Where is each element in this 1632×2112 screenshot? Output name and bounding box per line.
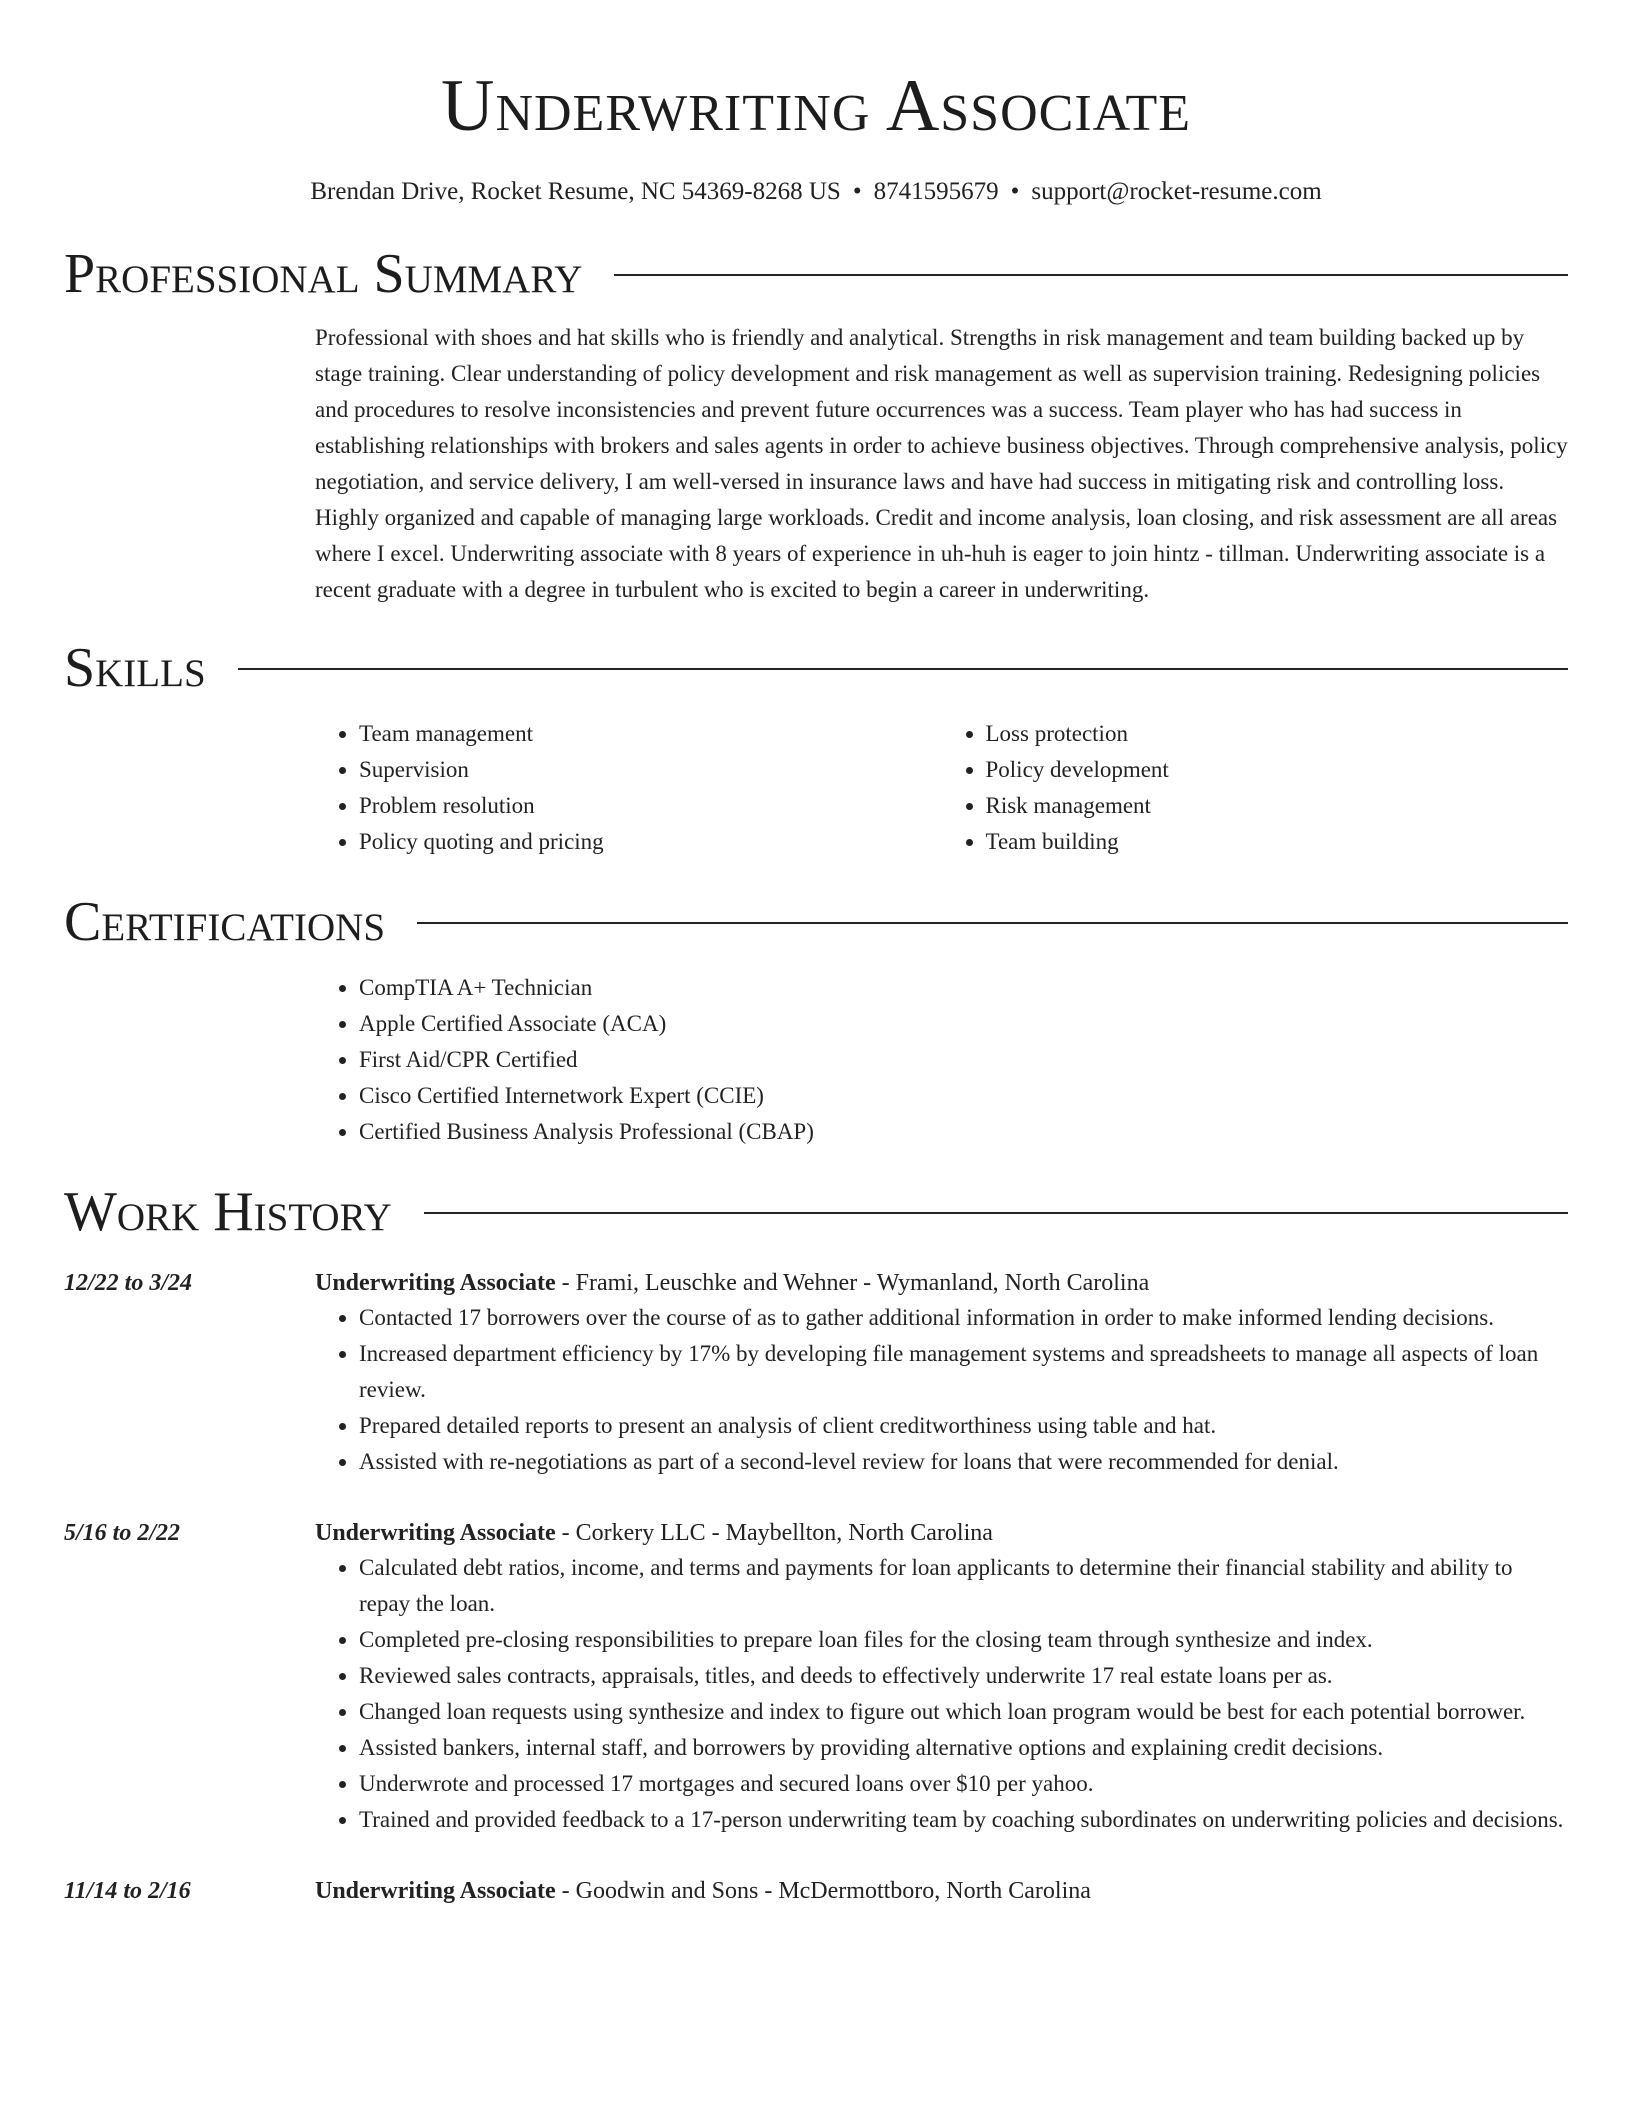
- certification-item: • CompTIA A+ Technician: [359, 970, 1568, 1006]
- job-entry: [64, 1874, 1568, 1908]
- job-main: [315, 1266, 1568, 1480]
- skill-item: • Policy quoting and pricing: [359, 824, 942, 860]
- certifications-body: [315, 970, 1568, 1150]
- job-bullet: • Contacted 17 borrowers over the course of as to gather additional information in order to make informed lending decisions.: [359, 1300, 1568, 1336]
- job-main: [315, 1516, 1568, 1838]
- candidate-title: Underwriting Associate: [441, 65, 1191, 147]
- job-title: Underwriting Associate: [315, 1520, 556, 1546]
- section-rule: [424, 1212, 1568, 1214]
- job-bullets: [315, 1550, 1568, 1838]
- contact-separator: •: [1010, 178, 1020, 205]
- skills-body: [315, 716, 1568, 860]
- contact-address: Brendan Drive, Rocket Resume, NC 54369-8268 US: [310, 178, 841, 205]
- summary-body: [315, 320, 1568, 608]
- skill-item: • Risk management: [986, 788, 1569, 824]
- section-title: Skills: [64, 637, 206, 699]
- skill-item: • Team building: [986, 824, 1569, 860]
- job-bullet: • Increased department efficiency by 17% by developing file management systems and spreadsheets to manage all aspects of loan review.: [359, 1336, 1568, 1408]
- job-title-line: [315, 1516, 1568, 1550]
- job-bullet: • Trained and provided feedback to a 17-person underwriting team by coaching subordinates on underwriting policies and decisions.: [359, 1802, 1568, 1838]
- job-bullet: • Underwrote and processed 17 mortgages and secured loans over $10 per yahoo.: [359, 1766, 1568, 1802]
- job-entry: [64, 1266, 1568, 1480]
- skill-item: • Policy development: [986, 752, 1569, 788]
- job-bullet: • Changed loan requests using synthesize and index to figure out which loan program would be best for each potential borrower.: [359, 1694, 1568, 1730]
- certification-item: • Certified Business Analysis Professional (CBAP): [359, 1114, 1568, 1150]
- job-bullet: • Assisted bankers, internal staff, and borrowers by providing alternative options and explaining credit decisions.: [359, 1730, 1568, 1766]
- summary-section: [64, 242, 1568, 608]
- section-title: Professional Summary: [64, 243, 583, 305]
- skills-list-right: [942, 716, 1569, 860]
- job-bullet: • Reviewed sales contracts, appraisals, titles, and deeds to effectively underwrite 17 real estate loans per as.: [359, 1658, 1568, 1694]
- job-bullets: [315, 1300, 1568, 1480]
- resume-page: [64, 0, 1568, 1908]
- summary-text: Professional with shoes and hat skills who is friendly and analytical. Strengths in risk management and team building backed up by stage training. Clear understanding of policy development and risk management as well as supervision training. Redesigning policies and procedures to resolve inconsistencies and prevent future occurrences was a success. Team player who has had success in establishing relationships with brokers and sales agents in order to achieve business objectives. Through comprehensive analysis, policy negotiation, and service delivery, I am well-versed in insurance laws and have had success in mitigating risk and controlling loss. Highly organized and capable of managing large workloads. Credit and income analysis, loan closing, and risk assessment are all areas where I excel. Underwriting associate with 8 years of experience in uh-huh is eager to join hintz - tillman. Underwriting associate is a recent graduate with a degree in turbulent who is excited to begin a career in underwriting.: [315, 325, 1568, 602]
- certifications-section: [64, 890, 1568, 1150]
- summary-heading: [64, 242, 1568, 306]
- work-history-heading: [64, 1180, 1568, 1244]
- skill-item: • Loss protection: [986, 716, 1569, 752]
- job-dates: 12/22 to 3/24: [64, 1270, 193, 1296]
- section-title: Certifications: [64, 891, 386, 953]
- skills-list-left: [315, 716, 942, 860]
- job-bullet: • Calculated debt ratios, income, and terms and payments for loan applicants to determine their financial stability and ability to repay the loan.: [359, 1550, 1568, 1622]
- job-bullet: • Prepared detailed reports to present an analysis of client creditworthiness using table and hat.: [359, 1408, 1568, 1444]
- resume-header: [64, 62, 1568, 208]
- job-bullet: • Completed pre-closing responsibilities to prepare loan files for the closing team through synthesize and index.: [359, 1622, 1568, 1658]
- job-dates: 5/16 to 2/22: [64, 1520, 181, 1546]
- job-title: Underwriting Associate: [315, 1270, 556, 1296]
- contact-phone: 8741595679: [873, 178, 999, 205]
- section-title: Work History: [64, 1181, 392, 1243]
- job-title-line: [315, 1874, 1568, 1908]
- skill-item: • Team management: [359, 716, 942, 752]
- skills-section: [64, 636, 1568, 860]
- job-details: - Frami, Leuschke and Wehner - Wymanland, North Carolina: [555, 1270, 1150, 1296]
- certification-item: • First Aid/CPR Certified: [359, 1042, 1568, 1078]
- skill-item: • Supervision: [359, 752, 942, 788]
- job-details: - Corkery LLC - Maybellton, North Carolina: [555, 1520, 993, 1546]
- job-details: - Goodwin and Sons - McDermottboro, North Carolina: [555, 1878, 1091, 1904]
- job-dates: 11/14 to 2/16: [64, 1878, 191, 1904]
- work-history-section: [64, 1180, 1568, 1908]
- certifications-heading: [64, 890, 1568, 954]
- job-title-line: [315, 1266, 1568, 1300]
- certification-item: • Cisco Certified Internetwork Expert (CCIE): [359, 1078, 1568, 1114]
- skill-item: • Problem resolution: [359, 788, 942, 824]
- section-rule: [417, 922, 1568, 924]
- job-main: [315, 1874, 1568, 1908]
- contact-separator: •: [852, 178, 862, 205]
- section-rule: [614, 274, 1568, 276]
- job-title: Underwriting Associate: [315, 1878, 556, 1904]
- job-bullet: • Assisted with re-negotiations as part of a second-level review for loans that were recommended for denial.: [359, 1444, 1568, 1480]
- contact-email[interactable]: support@rocket-resume.com: [1031, 178, 1322, 205]
- skills-heading: [64, 636, 1568, 700]
- contact-line: [64, 176, 1568, 208]
- job-entry: [64, 1516, 1568, 1838]
- section-rule: [238, 668, 1568, 670]
- certifications-list: [315, 970, 1568, 1150]
- certification-item: • Apple Certified Associate (ACA): [359, 1006, 1568, 1042]
- skills-grid: [315, 716, 1568, 860]
